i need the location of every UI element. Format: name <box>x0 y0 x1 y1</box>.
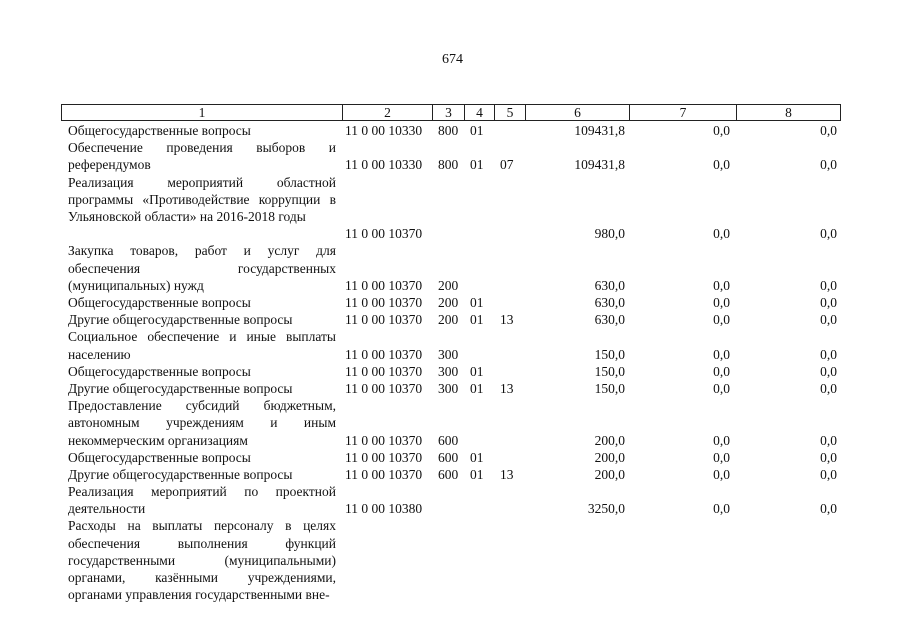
row-col-6: 630,0 <box>594 312 625 328</box>
row-name: Расходы на выплаты персоналу в целях обеспечения выполнения функций государственными (муниципальными) органами, казёнными учреждениями, органами управления государственными вне- <box>68 518 336 603</box>
row-code: 11 0 00 10370 <box>345 277 423 293</box>
row-col-8: 0,0 <box>820 449 837 465</box>
row-col-3: 200 <box>438 294 459 310</box>
row-code: 11 0 00 10330 <box>345 157 423 173</box>
row-col-5: 07 <box>500 157 514 173</box>
row-col-6: 200,0 <box>594 449 625 465</box>
row-col-4: 01 <box>470 294 484 310</box>
table-row <box>0 294 905 311</box>
row-code: 11 0 00 10370 <box>345 226 423 242</box>
table-row <box>0 363 905 380</box>
row-name: Общегосударственные вопросы <box>68 123 251 138</box>
row-col-3: 800 <box>438 157 459 173</box>
row-col-4: 01 <box>470 380 484 396</box>
row-col-7: 0,0 <box>713 312 730 328</box>
row-name: Другие общегосударственные вопросы <box>68 466 293 482</box>
header-col-4: 4 <box>465 105 495 120</box>
row-col-8: 0,0 <box>820 277 837 293</box>
row-col-7: 0,0 <box>713 380 730 396</box>
row-code: 11 0 00 10370 <box>345 294 423 310</box>
row-col-4: 01 <box>470 312 484 328</box>
row-col-4: 01 <box>470 122 484 138</box>
table-row <box>0 174 905 243</box>
table-row <box>0 483 905 517</box>
row-col-7: 0,0 <box>713 226 730 242</box>
table-row <box>0 449 905 466</box>
row-col-5: 13 <box>500 312 514 328</box>
row-col-7: 0,0 <box>713 294 730 310</box>
row-col-8: 0,0 <box>820 501 837 517</box>
row-name: Другие общегосударственные вопросы <box>68 312 293 328</box>
row-name: Общегосударственные вопросы <box>68 449 251 465</box>
header-col-8: 8 <box>785 105 792 120</box>
row-col-3: 200 <box>438 312 459 328</box>
table-row <box>0 397 905 449</box>
row-col-3: 800 <box>438 122 459 138</box>
page-number: 674 <box>442 52 463 67</box>
table-header <box>61 104 841 121</box>
row-name: Предоставление субсидий бюджетным, автономным учреждениям и иным некоммерческим организациям <box>68 398 336 448</box>
row-col-8: 0,0 <box>820 380 837 396</box>
row-col-8: 0,0 <box>820 363 837 379</box>
row-col-7: 0,0 <box>713 466 730 482</box>
row-name: Общегосударственные вопросы <box>68 363 251 379</box>
row-col-3: 600 <box>438 449 459 465</box>
row-code: 11 0 00 10370 <box>345 363 423 379</box>
header-col-2: 2 <box>343 105 433 120</box>
table-body <box>0 122 905 603</box>
row-col-3: 300 <box>438 363 459 379</box>
row-name: Реализация мероприятий по проектной деятельности <box>68 484 336 517</box>
row-col-7: 0,0 <box>713 346 730 362</box>
row-code: 11 0 00 10380 <box>345 501 423 517</box>
table-row <box>0 122 905 139</box>
row-col-4: 01 <box>470 449 484 465</box>
row-col-7: 0,0 <box>713 363 730 379</box>
row-col-7: 0,0 <box>713 157 730 173</box>
row-col-6: 109431,8 <box>574 157 625 173</box>
row-col-3: 600 <box>438 432 459 448</box>
row-col-3: 200 <box>438 277 459 293</box>
table-row <box>0 139 905 173</box>
table-row <box>0 311 905 328</box>
row-code: 11 0 00 10370 <box>345 449 423 465</box>
row-code: 11 0 00 10370 <box>345 380 423 396</box>
row-col-7: 0,0 <box>713 432 730 448</box>
row-col-7: 0,0 <box>713 449 730 465</box>
header-col-5: 5 <box>495 105 526 120</box>
row-col-3: 300 <box>438 346 459 362</box>
row-col-6: 150,0 <box>594 346 625 362</box>
row-name: Общегосударственные вопросы <box>68 294 251 310</box>
row-col-8: 0,0 <box>820 226 837 242</box>
row-code: 11 0 00 10370 <box>345 466 423 482</box>
table-row <box>0 328 905 362</box>
row-code: 11 0 00 10370 <box>345 432 423 448</box>
row-col-6: 109431,8 <box>574 122 625 138</box>
row-name: Закупка товаров, работ и услуг для обеспечения государственных (муниципальных) нужд <box>68 243 336 293</box>
row-col-8: 0,0 <box>820 466 837 482</box>
row-code: 11 0 00 10330 <box>345 122 423 138</box>
row-col-4: 01 <box>470 157 484 173</box>
row-col-8: 0,0 <box>820 122 837 138</box>
row-name: Другие общегосударственные вопросы <box>68 380 293 396</box>
row-col-8: 0,0 <box>820 294 837 310</box>
header-col-3: 3 <box>433 105 465 120</box>
header-col-6: 6 <box>526 105 630 120</box>
row-col-7: 0,0 <box>713 277 730 293</box>
header-col-1: 1 <box>62 105 343 120</box>
row-col-8: 0,0 <box>820 312 837 328</box>
row-col-5: 13 <box>500 466 514 482</box>
row-col-6: 200,0 <box>594 466 625 482</box>
row-col-6: 150,0 <box>594 363 625 379</box>
row-col-7: 0,0 <box>713 501 730 517</box>
row-col-6: 980,0 <box>594 226 625 242</box>
row-col-8: 0,0 <box>820 157 837 173</box>
table-row <box>0 380 905 397</box>
row-name: Социальное обеспечение и иные выплаты населению <box>68 329 336 362</box>
row-col-6: 150,0 <box>594 380 625 396</box>
row-col-3: 600 <box>438 466 459 482</box>
row-col-8: 0,0 <box>820 432 837 448</box>
row-col-6: 630,0 <box>594 277 625 293</box>
table-row <box>0 517 905 603</box>
row-col-5: 13 <box>500 380 514 396</box>
row-name: Реализация мероприятий областной программы «Противодействие коррупции в Ульяновской области» на 2016-2018 годы <box>68 174 336 224</box>
row-col-6: 630,0 <box>594 294 625 310</box>
row-col-7: 0,0 <box>713 122 730 138</box>
row-col-3: 300 <box>438 380 459 396</box>
row-col-6: 200,0 <box>594 432 625 448</box>
row-col-4: 01 <box>470 466 484 482</box>
header-col-7: 7 <box>630 105 737 120</box>
row-code: 11 0 00 10370 <box>345 346 423 362</box>
row-code: 11 0 00 10370 <box>345 312 423 328</box>
row-col-4: 01 <box>470 363 484 379</box>
row-col-8: 0,0 <box>820 346 837 362</box>
row-name: Обеспечение проведения выборов и референдумов <box>68 140 336 173</box>
table-row <box>0 466 905 483</box>
table-row <box>0 242 905 294</box>
row-col-6: 3250,0 <box>587 501 625 517</box>
